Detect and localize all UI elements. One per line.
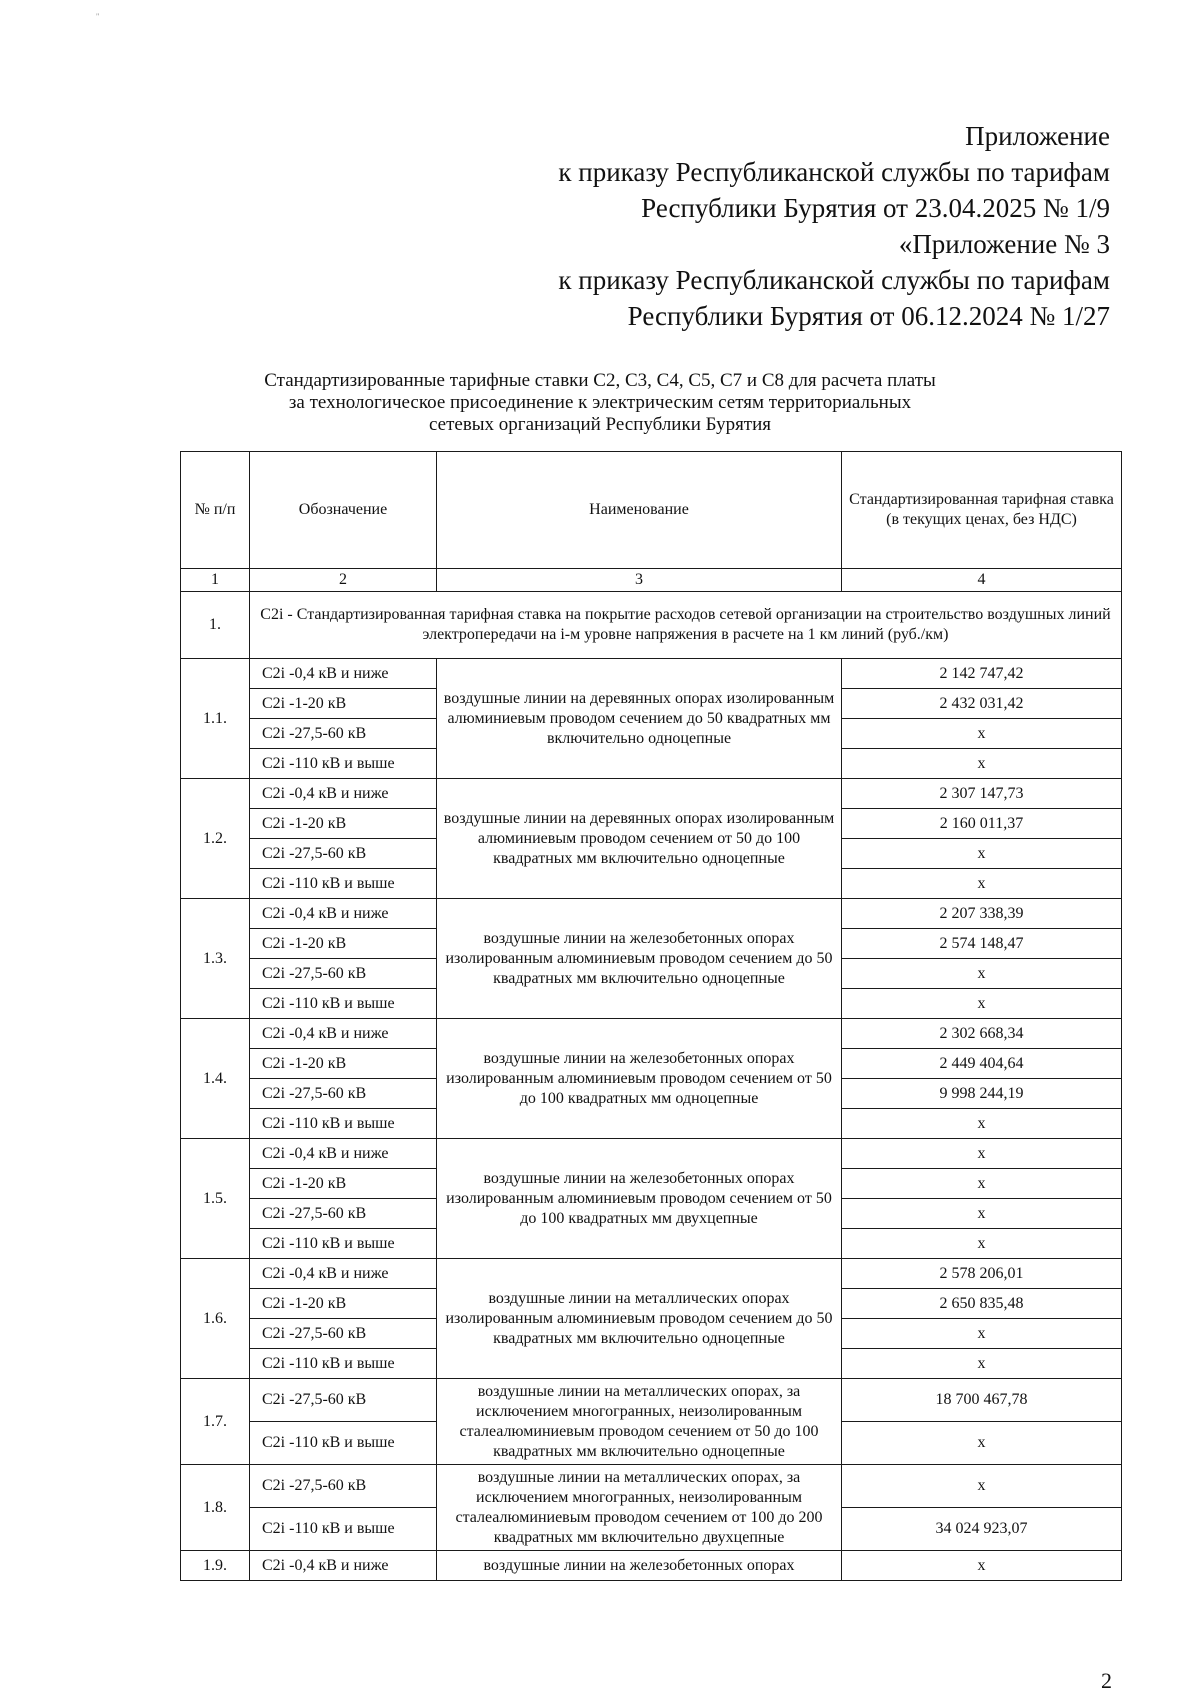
rate-value-cell: 2 432 031,42 <box>842 689 1122 719</box>
name-cell: воздушные линии на железобетонных опорах изолированным алюминиевым проводом сечением от 50 до 100 квадратных мм двухцепные <box>437 1139 842 1259</box>
item-number: 1.1. <box>181 659 250 779</box>
rate-value-cell: х <box>842 1169 1122 1199</box>
designation-cell: С2i -1-20 кВ <box>250 1049 437 1079</box>
rate-value-cell: х <box>842 1551 1122 1581</box>
designation-cell: С2i -27,5-60 кВ <box>250 1465 437 1508</box>
table-row <box>181 659 1122 689</box>
item-number: 1.9. <box>181 1551 250 1581</box>
designation-cell: С2i -1-20 кВ <box>250 929 437 959</box>
table-row <box>181 1259 1122 1289</box>
scan-mark: " <box>96 12 100 21</box>
designation-cell: С2i -1-20 кВ <box>250 1289 437 1319</box>
rate-value-cell: 18 700 467,78 <box>842 1379 1122 1422</box>
table-row <box>181 1139 1122 1169</box>
table-row <box>181 1019 1122 1049</box>
item-number: 1.8. <box>181 1465 250 1551</box>
rate-value-cell: х <box>842 869 1122 899</box>
item-number: 1.4. <box>181 1019 250 1139</box>
header-line: к приказу Республиканской службы по тарифам <box>558 157 1110 187</box>
title-line: Стандартизированные тарифные ставки С2, С3, С4, С5, С7 и С8 для расчета платы <box>264 370 936 391</box>
designation-cell: С2i -1-20 кВ <box>250 809 437 839</box>
name-cell: воздушные линии на железобетонных опорах <box>437 1551 842 1581</box>
name-cell: воздушные линии на металлических опорах изолированным алюминиевым проводом сечением до 50 квадратных мм включительно одноцепные <box>437 1259 842 1379</box>
title-line: за технологическое присоединение к электрическим сетям территориальных <box>288 392 912 413</box>
header-num: № п/п <box>181 452 250 569</box>
rate-value-cell: 34 024 923,07 <box>842 1508 1122 1551</box>
designation-cell: С2i -0,4 кВ и ниже <box>250 659 437 689</box>
column-number-row <box>181 569 1122 592</box>
item-number: 1.3. <box>181 899 250 1019</box>
rate-value-cell: 2 307 147,73 <box>842 779 1122 809</box>
name-cell: воздушные линии на металлических опорах, за исключением многогранных, неизолированным сталеалюминиевым проводом сечением от 50 до 100 квадратных мм включительно одноцепные <box>437 1379 842 1465</box>
section-num: 1. <box>181 592 250 659</box>
column-number: 1 <box>181 569 250 592</box>
table-header-row <box>181 452 1122 569</box>
header-name: Наименование <box>437 452 842 569</box>
designation-cell: С2i -0,4 кВ и ниже <box>250 779 437 809</box>
designation-cell: С2i -110 кВ и выше <box>250 1229 437 1259</box>
rate-value-cell: 2 160 011,37 <box>842 809 1122 839</box>
rate-value-cell: х <box>842 959 1122 989</box>
rate-value-cell: х <box>842 1229 1122 1259</box>
rate-value-cell: х <box>842 989 1122 1019</box>
name-cell: воздушные линии на металлических опорах, за исключением многогранных, неизолированным сталеалюминиевым проводом сечением от 100 до 200 квадратных мм включительно двухцепные <box>437 1465 842 1551</box>
header-line: «Приложение № 3 <box>898 229 1110 259</box>
rate-value-cell: х <box>842 1349 1122 1379</box>
designation-cell: С2i -110 кВ и выше <box>250 1109 437 1139</box>
table-row <box>181 899 1122 929</box>
rate-value-cell: 2 142 747,42 <box>842 659 1122 689</box>
designation-cell: С2i -27,5-60 кВ <box>250 959 437 989</box>
item-number: 1.2. <box>181 779 250 899</box>
designation-cell: С2i -0,4 кВ и ниже <box>250 899 437 929</box>
header-line: Приложение <box>965 121 1110 151</box>
item-number: 1.5. <box>181 1139 250 1259</box>
name-cell: воздушные линии на железобетонных опорах изолированным алюминиевым проводом сечением до 50 квадратных мм включительно одноцепные <box>437 899 842 1019</box>
designation-cell: С2i -110 кВ и выше <box>250 1422 437 1465</box>
designation-cell: С2i -1-20 кВ <box>250 689 437 719</box>
rate-value-cell: 2 449 404,64 <box>842 1049 1122 1079</box>
table-row <box>181 1379 1122 1422</box>
rate-value-cell: х <box>842 839 1122 869</box>
title-line: сетевых организаций Республики Бурятия <box>428 414 772 435</box>
rate-value-cell: х <box>842 719 1122 749</box>
designation-cell: С2i -110 кВ и выше <box>250 749 437 779</box>
header-line: Республики Бурятия от 23.04.2025 № 1/9 <box>641 193 1110 223</box>
header-code: Обозначение <box>250 452 437 569</box>
designation-cell: С2i -0,4 кВ и ниже <box>250 1259 437 1289</box>
rate-value-cell: 2 302 668,34 <box>842 1019 1122 1049</box>
rate-value-cell: х <box>842 1199 1122 1229</box>
designation-cell: С2i -0,4 кВ и ниже <box>250 1551 437 1581</box>
designation-cell: С2i -0,4 кВ и ниже <box>250 1139 437 1169</box>
rates-table <box>180 451 1122 1581</box>
section-title: С2i - Стандартизированная тарифная ставка на покрытие расходов сетевой организации на строительство воздушных линий электропередачи на i-м уровне напряжения в расчете на 1 км линий (руб./км) <box>250 592 1122 659</box>
designation-cell: С2i -110 кВ и выше <box>250 1508 437 1551</box>
designation-cell: С2i -1-20 кВ <box>250 1169 437 1199</box>
rate-value-cell: х <box>842 1139 1122 1169</box>
document-header <box>350 118 1110 334</box>
designation-cell: С2i -0,4 кВ и ниже <box>250 1019 437 1049</box>
header-line: к приказу Республиканской службы по тарифам <box>558 265 1110 295</box>
header-line: Республики Бурятия от 06.12.2024 № 1/27 <box>627 301 1110 331</box>
rate-value-cell: 2 207 338,39 <box>842 899 1122 929</box>
rate-value-cell: 2 578 206,01 <box>842 1259 1122 1289</box>
designation-cell: С2i -27,5-60 кВ <box>250 1199 437 1229</box>
name-cell: воздушные линии на деревянных опорах изолированным алюминиевым проводом сечением от 50 до 100 квадратных мм включительно одноцепные <box>437 779 842 899</box>
rate-value-cell: 2 650 835,48 <box>842 1289 1122 1319</box>
designation-cell: С2i -110 кВ и выше <box>250 869 437 899</box>
document-title <box>180 370 1020 436</box>
rate-value-cell: х <box>842 1422 1122 1465</box>
table-row <box>181 1465 1122 1508</box>
designation-cell: С2i -27,5-60 кВ <box>250 1079 437 1109</box>
designation-cell: С2i -110 кВ и выше <box>250 1349 437 1379</box>
rate-value-cell: х <box>842 1319 1122 1349</box>
column-number: 4 <box>842 569 1122 592</box>
designation-cell: С2i -27,5-60 кВ <box>250 1379 437 1422</box>
table-row <box>181 1551 1122 1581</box>
designation-cell: С2i -27,5-60 кВ <box>250 839 437 869</box>
rate-value-cell: 9 998 244,19 <box>842 1079 1122 1109</box>
column-number: 2 <box>250 569 437 592</box>
rate-value-cell: х <box>842 1465 1122 1508</box>
designation-cell: С2i -27,5-60 кВ <box>250 719 437 749</box>
rate-value-cell: х <box>842 749 1122 779</box>
header-rate: Стандартизированная тарифная ставка (в текущих ценах, без НДС) <box>842 452 1122 569</box>
item-number: 1.6. <box>181 1259 250 1379</box>
designation-cell: С2i -110 кВ и выше <box>250 989 437 1019</box>
section-row <box>181 592 1122 659</box>
item-number: 1.7. <box>181 1379 250 1465</box>
rate-value-cell: х <box>842 1109 1122 1139</box>
name-cell: воздушные линии на железобетонных опорах изолированным алюминиевым проводом сечением от 50 до 100 квадратных мм одноцепные <box>437 1019 842 1139</box>
page-number: 2 <box>1101 1668 1112 1693</box>
designation-cell: С2i -27,5-60 кВ <box>250 1319 437 1349</box>
table-row <box>181 779 1122 809</box>
rate-value-cell: 2 574 148,47 <box>842 929 1122 959</box>
column-number: 3 <box>437 569 842 592</box>
name-cell: воздушные линии на деревянных опорах изолированным алюминиевым проводом сечением до 50 квадратных мм включительно одноцепные <box>437 659 842 779</box>
